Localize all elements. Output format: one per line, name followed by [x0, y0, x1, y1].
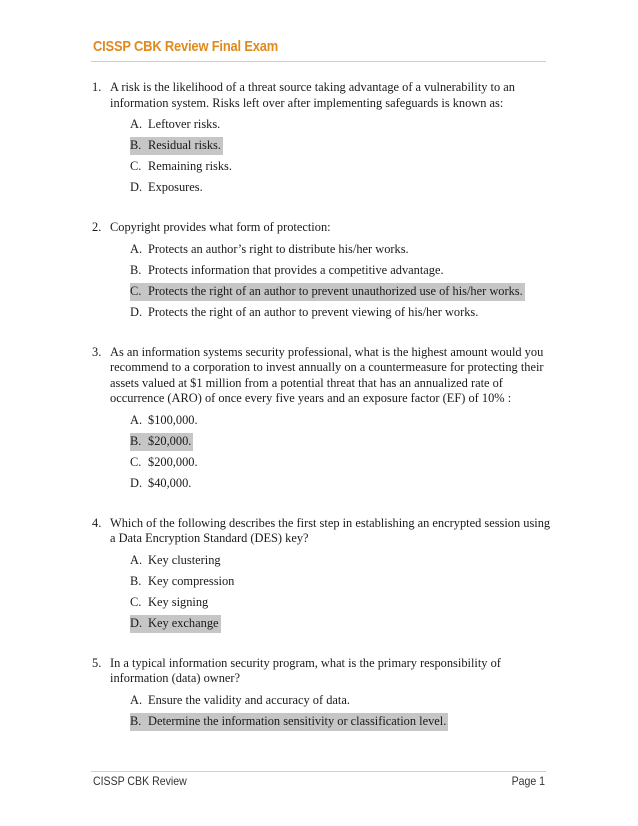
option-text: Residual risks.: [148, 138, 221, 152]
option-letter: B.: [130, 713, 142, 728]
option-letter: C.: [130, 454, 142, 469]
question-text: Copyright provides what form of protection:: [110, 220, 331, 234]
option-a: [130, 412, 552, 433]
page-title: CISSP CBK Review Final Exam: [93, 38, 279, 55]
question-1: [92, 80, 552, 200]
option-letter: A.: [130, 692, 143, 707]
option-letter: C.: [130, 159, 142, 173]
option-text: $40,000.: [148, 475, 192, 490]
question-number: 1.: [92, 80, 102, 94]
option-text: Key compression: [148, 573, 235, 588]
question-text: As an information systems security professional, what is the highest amount would you recommend to a corporation to invest annually on a countermeasure for protecting their assets valued at $1 million from a potential threat that has an annualized rate of occurrence (ARO) of once every five years and an exposure factor (EF) of 10% :: [110, 344, 544, 405]
option-a: [130, 692, 552, 713]
option-text: Key signing: [148, 594, 209, 609]
option-text: Key exchange: [148, 615, 219, 630]
question-text: A risk is the likelihood of a threat source taking advantage of a vulnerability to an information system. Risks left over after implementing safeguards is known as:: [110, 80, 515, 110]
option-text: Leftover risks.: [148, 117, 221, 131]
option-b-correct-answer: [130, 433, 552, 454]
question-text: Which of the following describes the first step in establishing an encrypted session using a Data Encryption Standard (DES) key?: [110, 515, 551, 545]
option-letter: B.: [130, 573, 142, 588]
option-a: [130, 241, 552, 262]
option-d: [130, 304, 552, 325]
option-a: [130, 552, 552, 573]
option-list: [110, 116, 552, 200]
option-text: $200,000.: [148, 454, 198, 469]
option-d: [130, 475, 552, 496]
question-3: [92, 345, 552, 496]
option-letter: D.: [130, 180, 143, 194]
option-list: [110, 692, 552, 734]
option-text: $20,000.: [148, 433, 192, 448]
question-number: 3.: [92, 344, 102, 359]
footer-document-name: CISSP CBK Review: [93, 774, 187, 788]
question-number: 5.: [92, 655, 102, 670]
question-list: [92, 80, 552, 754]
option-text: Protects an author’s right to distribute his/her works.: [148, 241, 409, 256]
option-letter: B.: [130, 262, 142, 277]
option-b: [130, 262, 552, 283]
option-letter: D.: [130, 475, 143, 490]
option-letter: B.: [130, 138, 142, 152]
option-letter: C.: [130, 283, 142, 298]
footer-divider: [91, 771, 546, 772]
question-number: 2.: [92, 220, 102, 234]
option-text: Determine the information sensitivity or classification level.: [148, 713, 447, 728]
option-text: Ensure the validity and accuracy of data.: [148, 692, 350, 707]
option-letter: D.: [130, 304, 143, 319]
option-list: [110, 552, 552, 636]
option-letter: B.: [130, 433, 142, 448]
option-c-correct-answer: [130, 283, 552, 304]
option-letter: A.: [130, 241, 143, 256]
option-text: Protects information that provides a competitive advantage.: [148, 262, 444, 277]
option-d-correct-answer: [130, 615, 552, 636]
footer-page-number: Page 1: [511, 774, 545, 788]
option-list: [110, 241, 552, 325]
header-divider: [91, 61, 546, 62]
option-b: [130, 573, 552, 594]
option-letter: A.: [130, 412, 143, 427]
option-text: Protects the right of an author to prevent viewing of his/her works.: [148, 304, 479, 319]
option-text: Exposures.: [148, 180, 203, 194]
question-4: [92, 516, 552, 636]
option-letter: A.: [130, 117, 143, 131]
option-b-correct-answer: [130, 137, 552, 158]
option-text: Key clustering: [148, 552, 221, 567]
option-text: Remaining risks.: [148, 159, 232, 173]
question-5: [92, 656, 552, 734]
question-text: In a typical information security program, what is the primary responsibility of information (data) owner?: [110, 655, 501, 685]
option-list: [110, 412, 552, 496]
option-text: Protects the right of an author to prevent unauthorized use of his/her works.: [148, 283, 523, 298]
option-letter: D.: [130, 615, 143, 630]
option-c: [130, 594, 552, 615]
option-c: [130, 158, 552, 179]
option-b-correct-answer: [130, 713, 552, 734]
option-letter: A.: [130, 552, 143, 567]
option-a: [130, 116, 552, 137]
option-c: [130, 454, 552, 475]
option-d: [130, 179, 552, 200]
question-2: [92, 220, 552, 325]
option-letter: C.: [130, 594, 142, 609]
question-number: 4.: [92, 515, 102, 530]
option-text: $100,000.: [148, 412, 198, 427]
